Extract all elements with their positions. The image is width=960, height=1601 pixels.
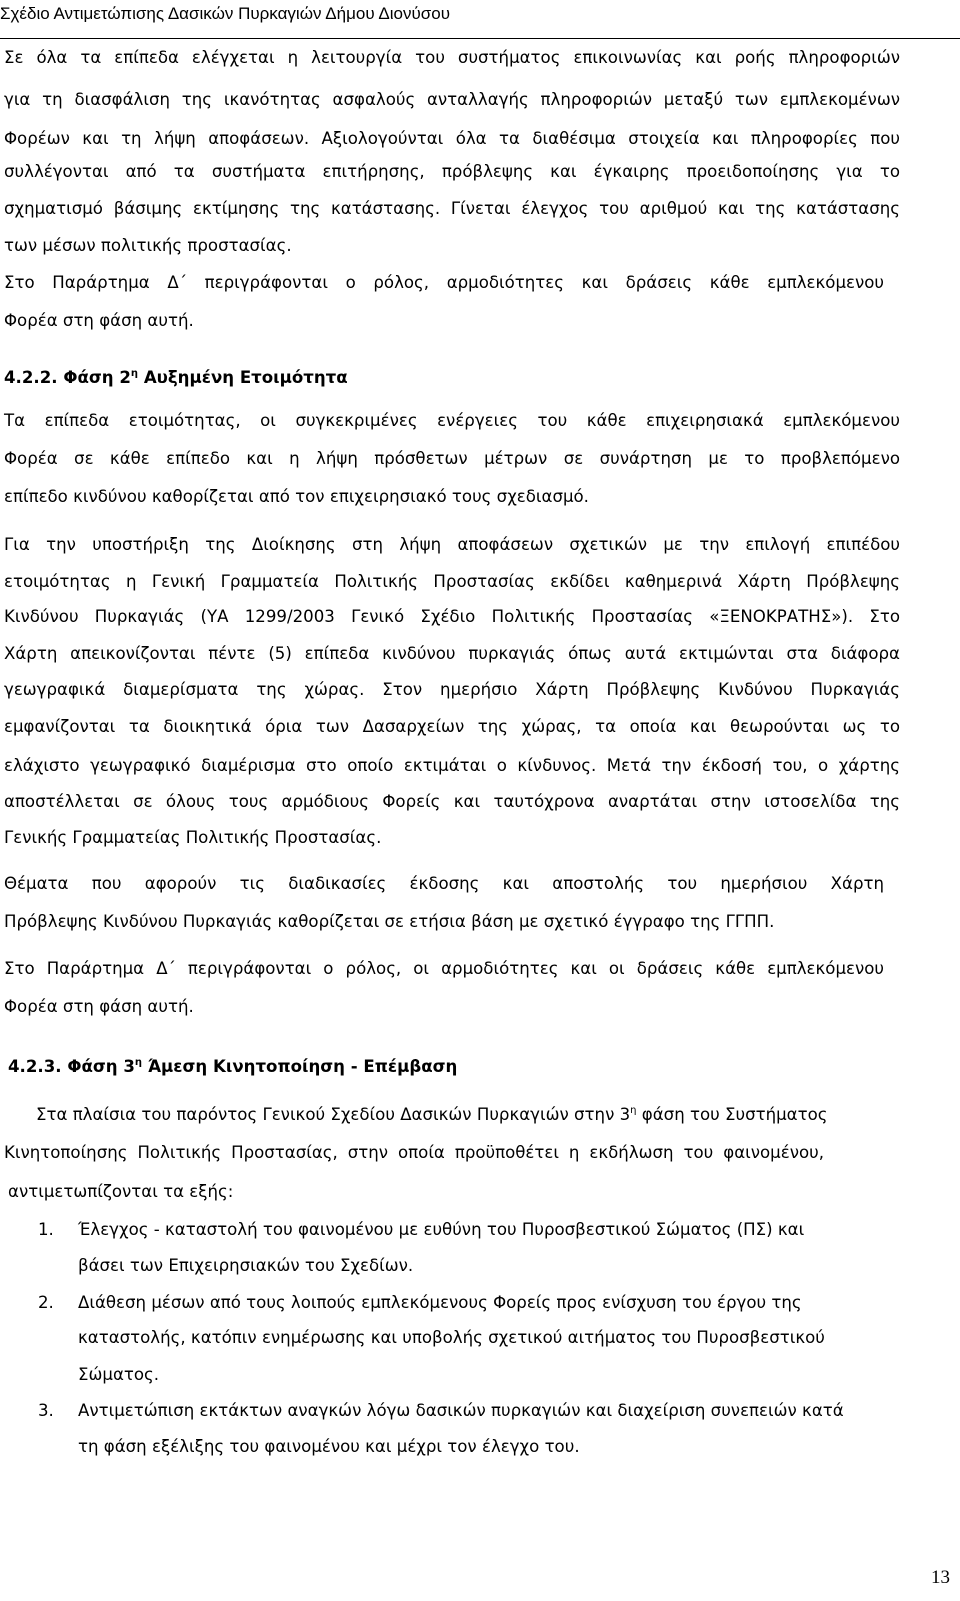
para7-line2: Κινητοποίησης Πολιτικής Προστασίας, στην οποία προϋποθέτει η εκδήλωση του φαινομένου, [4, 1143, 824, 1162]
list-item-number: 3. [38, 1401, 54, 1420]
list-item-1 [38, 1219, 804, 1241]
page-number: 13 [931, 1567, 950, 1588]
para4-line8: αποστέλλεται σε όλους τους αρμόδιους Φορείς και ταυτόχρονα αναρτάται στην ιστοσελίδα της [4, 792, 900, 811]
para4-line1: Για την υποστήριξη της Διοίκησης στη λήψη αποφάσεων σχετικών με την επιλογή επιπέδου [4, 535, 900, 554]
para5-line1: Θέματα που αφορούν τις διαδικασίες έκδοσης και αποστολής του ημερήσιου Χάρτη [4, 874, 884, 893]
para4-line5: γεωγραφικά διαμερίσματα της χώρας. Στον ημερήσιο Χάρτη Πρόβλεψης Κινδύνου Πυρκαγιάς [4, 680, 900, 699]
para4-line4: Χάρτη απεικονίζονται πέντε (5) επίπεδα κινδύνου πυρκαγιάς όπως αυτά εκτιμώνται στα διάφορα [4, 644, 900, 663]
running-header-title: Σχέδιο Αντιμετώπισης Δασικών Πυρκαγιών Δήμου Διονύσου [0, 4, 451, 23]
list-item-3 [38, 1400, 844, 1422]
para6-line1: Στο Παράρτημα Δ΄ περιγράφονται ο ρόλος, οι αρμοδιότητες και οι δράσεις κάθε εμπλεκόμενου [4, 959, 884, 978]
para1-line2: για τη διασφάλιση της ικανότητας ασφαλούς ανταλλαγής πληροφοριών μεταξύ των εμπλεκομένων [4, 90, 900, 109]
list-item-2-cont: καταστολής, κατόπιν ενημέρωσης και υποβολής σχετικού αιτήματος του Πυροσβεστικού [78, 1328, 825, 1347]
list-item-2 [38, 1292, 802, 1314]
para4-line9: Γενικής Γραμματείας Πολιτικής Προστασίας. [4, 828, 382, 847]
section-title-sup: η [134, 1057, 143, 1068]
para3-line2: Φορέα σε κάθε επίπεδο και η λήψη πρόσθετων μέτρων σε συνάρτηση με το προβλεπόμενο [4, 449, 900, 468]
para7-line1-post: φάση του Συστήματος [641, 1105, 828, 1124]
list-item-text: Διάθεση μέσων από τους λοιπούς εμπλεκόμενους Φορείς προς ενίσχυση του έργου της [78, 1293, 802, 1312]
para6-line2: Φορέα στη φάση αυτή. [4, 997, 194, 1016]
para5-line2: Πρόβλεψης Κινδύνου Πυρκαγιάς καθορίζεται σε ετήσια βάση με σχετικό έγγραφο της ΓΓΠΠ. [4, 912, 775, 931]
list-item-number: 2. [38, 1293, 54, 1312]
para7-line1-text: Στα πλαίσια του παρόντος Γενικού Σχεδίου Δασικών Πυρκαγιών στην 3 [36, 1105, 631, 1124]
para7-line1-sup: η [630, 1105, 637, 1116]
para4-line7: ελάχιστο γεωγραφικό διαμέρισμα στο οποίο εκτιμάται ο κίνδυνος. Μετά την έκδοσή του, ο χάρτης [4, 756, 900, 775]
list-item-text: Έλεγχος - καταστολή του φαινομένου με ευθύνη του Πυροσβεστικού Σώματος (ΠΣ) και [78, 1220, 805, 1239]
para4-line6: εμφανίζονται τα διοικητικά όρια των Δασαρχείων της χώρας, τα οποία και θεωρούνται ως το [4, 717, 900, 736]
para7-line1 [36, 1104, 828, 1126]
list-item-text: Αντιμετώπιση εκτάκτων αναγκών λόγω δασικών πυρκαγιών και διαχείριση συνεπειών κατά [78, 1401, 844, 1420]
section-number: 4.2.2. [4, 368, 58, 387]
section-title-pre: Φάση 3 [67, 1057, 135, 1076]
para1-line5: σχηματισμό βάσιμης εκτίμησης της κατάστασης. Γίνεται έλεγχος του αριθμού και της κατάστασης [4, 199, 900, 218]
para2-line1: Στο Παράρτημα Δ΄ περιγράφονται ο ρόλος, αρμοδιότητες και δράσεις κάθε εμπλεκόμενου [4, 273, 884, 292]
para4-line3: Κινδύνου Πυρκαγιάς (ΥΑ 1299/2003 Γενικό Σχέδιο Πολιτικής Προστασίας «ΞΕΝΟΚΡΑΤΗΣ»). Στο [4, 607, 900, 626]
section-title-post: Άμεση Κινητοποίηση - Επέμβαση [147, 1057, 458, 1076]
list-item-1-cont: βάσει των Επιχειρησιακών του Σχεδίων. [78, 1256, 414, 1275]
para1-line1: Σε όλα τα επίπεδα ελέγχεται η λειτουργία του συστήματος επικοινωνίας και ροής πληροφοριών [4, 48, 900, 67]
running-header [0, 2, 960, 39]
para1-line4: συλλέγονται από τα συστήματα επιτήρησης, πρόβλεψης και έγκαιρης προειδοποίησης για το [4, 162, 900, 181]
section-4-2-3-heading [8, 1056, 457, 1078]
para1-line3: Φορέων και τη λήψη αποφάσεων. Αξιολογούνται όλα τα διαθέσιμα στοιχεία και πληροφορίες που [4, 129, 900, 148]
para3-line1: Τα επίπεδα ετοιμότητας, οι συγκεκριμένες ενέργειες του κάθε επιχειρησιακά εμπλεκόμενου [4, 411, 900, 430]
section-title-pre: Φάση 2 [63, 368, 131, 387]
section-title-sup: η [130, 368, 139, 379]
para2-line2: Φορέα στη φάση αυτή. [4, 311, 194, 330]
list-item-2-cont2: Σώματος. [78, 1365, 160, 1384]
para3-line3: επίπεδο κινδύνου καθορίζεται από τον επιχειρησιακό τους σχεδιασμό. [4, 487, 589, 506]
para7-line3: αντιμετωπίζονται τα εξής: [8, 1182, 234, 1201]
para4-line2: ετοιμότητας η Γενική Γραμματεία Πολιτικής Προστασίας εκδίδει καθημερινά Χάρτη Πρόβλεψης [4, 572, 900, 591]
section-title-post: Αυξημένη Ετοιμότητα [143, 368, 348, 387]
section-number: 4.2.3. [8, 1057, 62, 1076]
section-4-2-2-heading [4, 367, 348, 389]
list-item-number: 1. [38, 1220, 54, 1239]
list-item-3-cont: τη φάση εξέλιξης του φαινομένου και μέχρι τον έλεγχο του. [78, 1437, 580, 1456]
para1-line6: των μέσων πολιτικής προστασίας. [4, 236, 292, 255]
